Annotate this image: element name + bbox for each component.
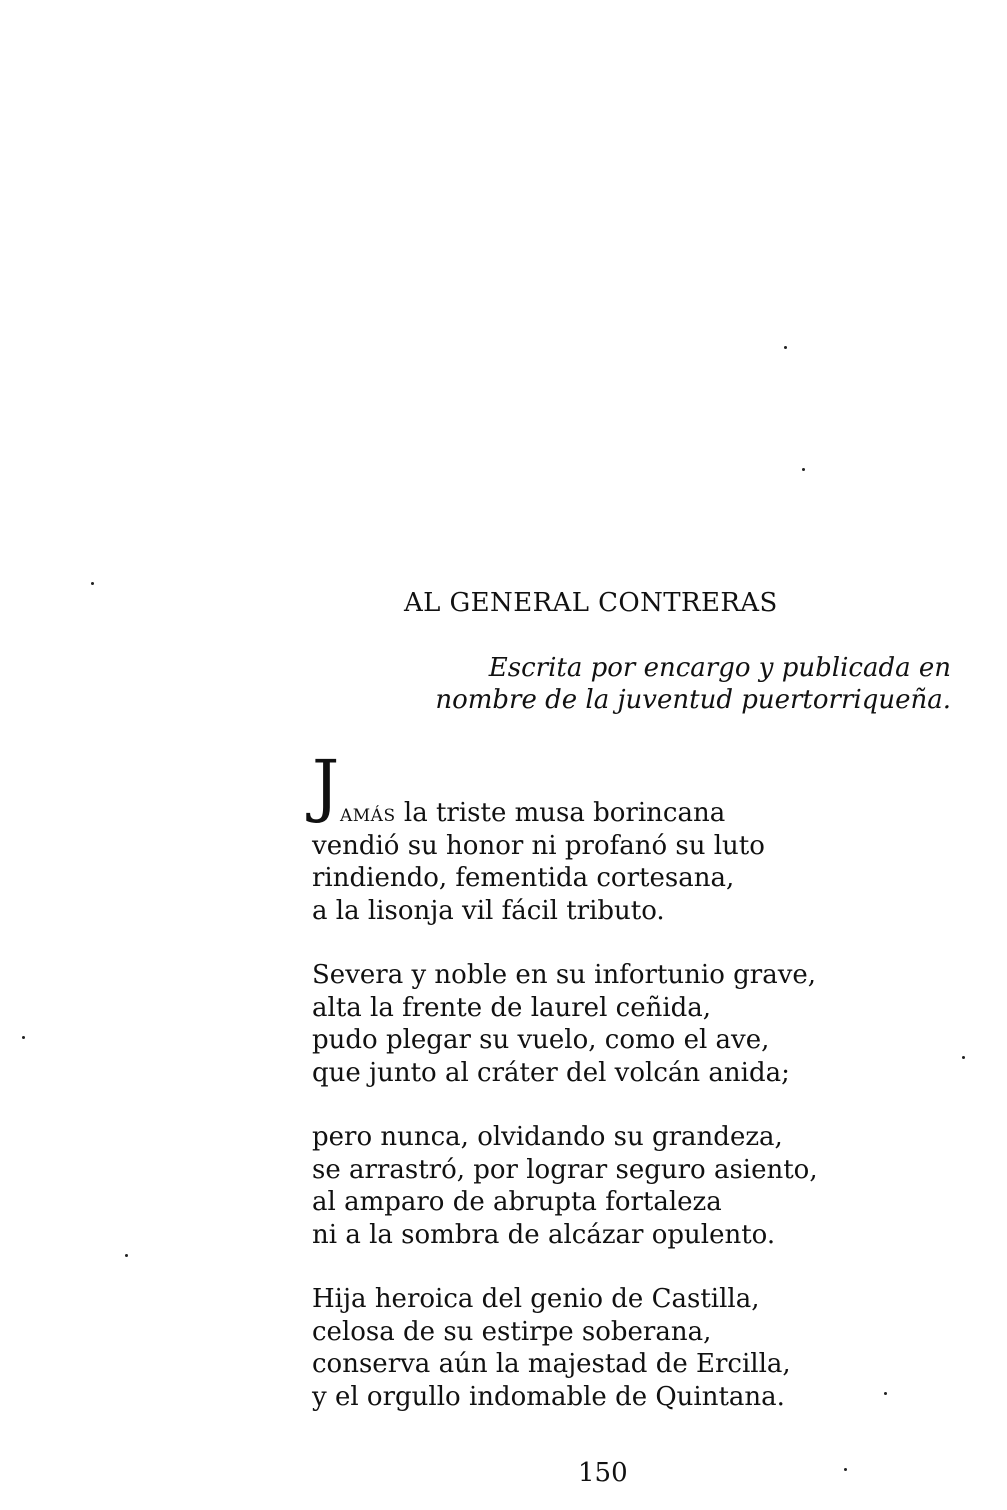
stanza: [312, 1121, 818, 1251]
scan-speck: [91, 582, 94, 585]
poem-line: conserva aún la majestad de Ercilla,: [312, 1349, 791, 1379]
scan-speck: [784, 346, 787, 349]
poem-line: celosa de su estirpe soberana,: [312, 1316, 712, 1347]
poem-line: que junto al cráter del volcán anida;: [312, 1057, 790, 1088]
poem-line: vendió su honor ni profanó su luto: [312, 830, 765, 861]
epigraph: [435, 652, 951, 716]
scan-speck: [844, 1468, 847, 1471]
scan-speck: [962, 1056, 965, 1059]
poem-line: pudo plegar su vuelo, como el ave,: [312, 1025, 770, 1055]
poem-line: se arrastró, por lograr seguro asiento,: [312, 1154, 818, 1185]
poem-line: [312, 747, 818, 830]
poem-line: a la lisonja vil fácil tributo.: [312, 895, 665, 926]
epigraph-line: Escrita por encargo y publicada en: [488, 653, 951, 683]
poem-line: al amparo de abrupta fortaleza: [312, 1187, 722, 1217]
poem-body: [312, 747, 818, 1445]
poem-line: y el orgullo indomable de Quintana.: [312, 1381, 785, 1412]
poem-line: pero nunca, olvidando su grandeza,: [312, 1122, 783, 1152]
poem-line: Severa y noble en su infortunio grave,: [312, 960, 817, 990]
poem-title: AL GENERAL CONTRERAS: [404, 588, 778, 618]
stanza: [312, 959, 818, 1089]
scan-speck: [125, 1254, 128, 1257]
poem-line: rindiendo, fementida cortesana,: [312, 863, 735, 893]
epigraph-line: nombre de la juventud puertorriqueña.: [435, 685, 951, 715]
small-caps-word: AMÁS: [340, 806, 396, 826]
poem-line: ni a la sombra de alcázar opulento.: [312, 1219, 776, 1250]
page-number: 150: [578, 1458, 628, 1488]
scan-speck: [802, 468, 805, 471]
poem-line: Hija heroica del genio de Castilla,: [312, 1284, 760, 1314]
poem-line: alta la frente de laurel ceñida,: [312, 992, 712, 1023]
stanza: [312, 747, 818, 927]
drop-cap: J: [312, 747, 340, 826]
stanza: [312, 1283, 818, 1413]
first-line-text: la triste musa borincana: [395, 798, 726, 828]
scan-speck: [22, 1036, 25, 1039]
scan-speck: [884, 1392, 887, 1395]
